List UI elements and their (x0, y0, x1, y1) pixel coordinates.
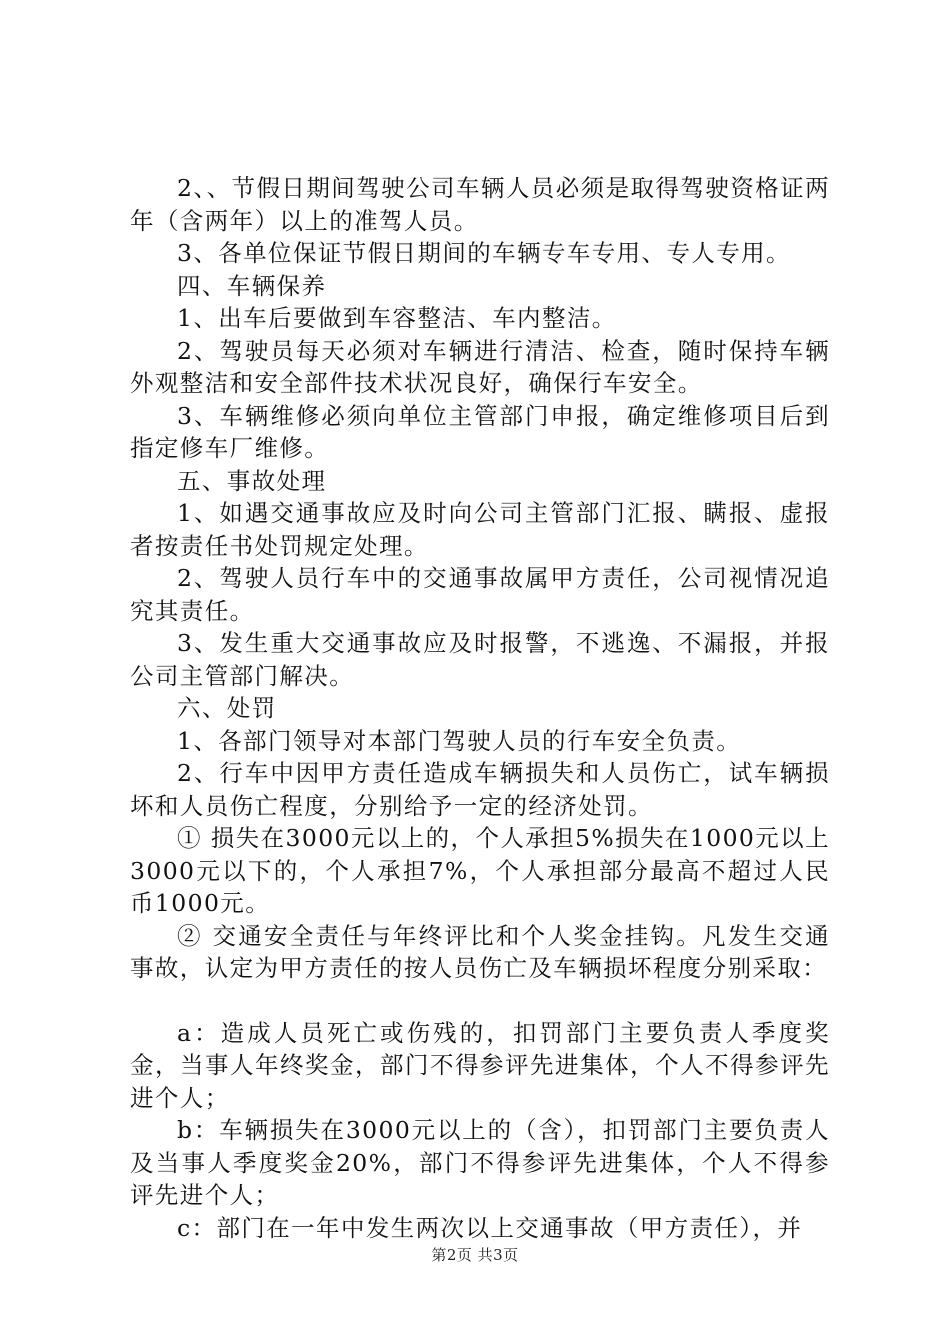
paragraph-economic-penalty: 2、行车中因甲方责任造成车辆损失和人员伤亡，试车辆损坏和人员伤亡程度，分别给予一定的经济处罚。 (130, 759, 830, 820)
paragraph-daily-inspection: 2、驾驶员每天必须对车辆进行清洁、检查，随时保持车辆外观整洁和安全部件技术状况良好，确保行车安全。 (130, 336, 830, 397)
section-heading-penalties: 六、处罚 (177, 694, 277, 722)
paragraph-vehicle-cleanliness: 1、出车后要做到车容整洁、车内整洁。 (177, 304, 617, 332)
paragraph-loss-compensation: ① 损失在3000元以上的，个人承担5%损失在1000元以上3000元以下的，个人承担7%，个人承担部分最高不超过人民币1000元。 (130, 824, 830, 917)
list-item-c-repeat-accidents: c：部门在一年中发生两次以上交通事故（甲方责任），并 (177, 1213, 803, 1242)
paragraph-leader-responsibility: 1、各部门领导对本部门驾驶人员的行车安全负责。 (177, 726, 742, 755)
paragraph-accident-responsibility: 2、驾驶人员行车中的交通事故属甲方责任，公司视情况追究其责任。 (130, 564, 830, 625)
paragraph-holiday-driver-qualification: 2、、节假日期间驾驶公司车辆人员必须是取得驾驶资格证两年（含两年）以上的准驾人员。 (130, 174, 830, 235)
list-item-b-vehicle-loss: b：车辆损失在3000元以上的（含），扣罚部门主要负责人及当事人季度奖金20%，部门不得参评先进集体，个人不得参评先进个人； (130, 1116, 830, 1209)
paragraph-major-accident: 3、发生重大交通事故应及时报警，不逃逸、不漏报，并报公司主管部门解决。 (130, 629, 830, 690)
paragraph-accident-reporting: 1、如遇交通事故应及时向公司主管部门汇报、瞒报、虚报者按责任书处罚规定处理。 (130, 499, 830, 560)
page-number-footer: 第2页 共3页 (431, 1246, 519, 1264)
list-item-a-casualties: a：造成人员死亡或伤残的，扣罚部门主要负责人季度奖金，当事人年终奖金，部门不得参评先进集体，个人不得参评先进个人； (130, 1018, 830, 1112)
section-heading-accident-handling: 五、事故处理 (177, 466, 327, 495)
paragraph-bonus-linkage: ② 交通安全责任与年终评比和个人奖金挂钩。凡发生交通事故，认定为甲方责任的按人员伤亡及车辆损坏程度分别采取： (130, 921, 830, 982)
paragraph-repair-application: 3、车辆维修必须向单位主管部门申报，确定维修项目后到指定修车厂维修。 (130, 401, 830, 462)
section-heading-maintenance: 四、车辆保养 (177, 271, 327, 300)
document-body (130, 172, 830, 1244)
paragraph-dedicated-vehicle: 3、各单位保证节假日期间的车辆专车专用、专人专用。 (177, 239, 791, 267)
